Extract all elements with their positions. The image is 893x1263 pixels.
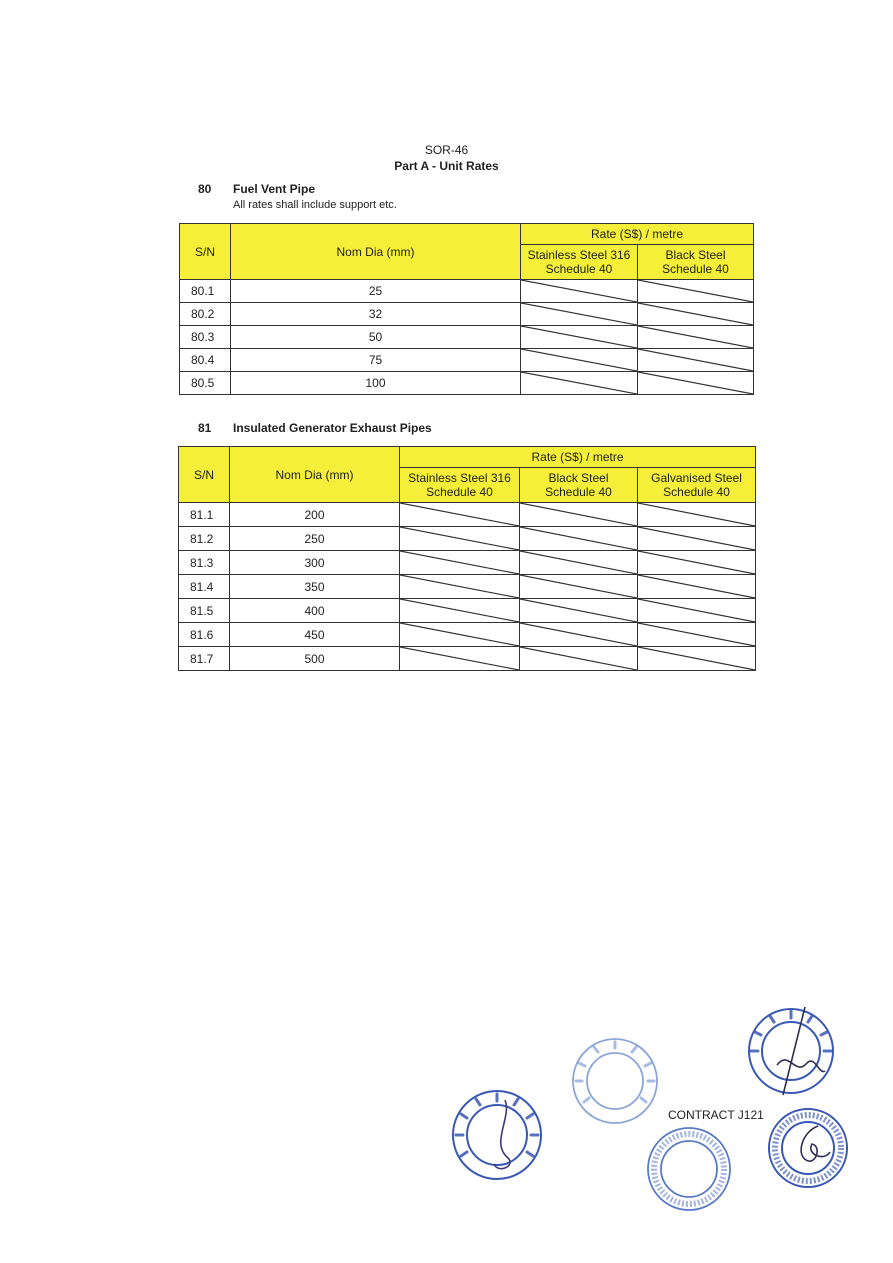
- section-81-title: Insulated Generator Exhaust Pipes: [233, 421, 432, 435]
- rate-cell-not-applicable: [521, 372, 638, 395]
- lotte-stamp-icon: [645, 1125, 733, 1213]
- rate-cell-not-applicable: [400, 623, 520, 647]
- rate-cell-not-applicable: [638, 349, 754, 372]
- row-sn: 81.6: [179, 623, 230, 647]
- row-nom-dia: 50: [231, 326, 521, 349]
- table-row: [179, 503, 756, 527]
- row-nom-dia: 32: [231, 303, 521, 326]
- rate-cell-not-applicable: [520, 527, 638, 551]
- document-code: SOR-46: [424, 143, 469, 157]
- rate-cell-not-applicable: [638, 503, 756, 527]
- row-nom-dia: 75: [231, 349, 521, 372]
- rate-cell-not-applicable: [521, 326, 638, 349]
- rate-cell-not-applicable: [520, 647, 638, 671]
- header-nom-dia: Nom Dia (mm): [230, 447, 400, 503]
- rate-cell-not-applicable: [400, 599, 520, 623]
- table-row: [179, 647, 756, 671]
- row-sn: 80.2: [180, 303, 231, 326]
- row-sn: 81.1: [179, 503, 230, 527]
- bnl-stamp-faded-icon: [570, 1036, 660, 1126]
- header-rate-group: Rate (S$) / metre: [400, 447, 756, 468]
- row-sn: 80.4: [180, 349, 231, 372]
- section-80-number: 80: [198, 182, 212, 196]
- row-nom-dia: 25: [231, 280, 521, 303]
- rate-cell-not-applicable: [638, 527, 756, 551]
- header-sn: S/N: [179, 447, 230, 503]
- row-sn: 81.5: [179, 599, 230, 623]
- section-80-title: Fuel Vent Pipe: [233, 182, 316, 196]
- header-nom-dia: Nom Dia (mm): [231, 224, 521, 280]
- section-80-note: All rates shall include support etc.: [233, 199, 397, 211]
- rate-cell-not-applicable: [638, 599, 756, 623]
- rate-cell-not-applicable: [638, 303, 754, 326]
- rate-cell-not-applicable: [400, 551, 520, 575]
- row-nom-dia: 350: [230, 575, 400, 599]
- table-row: [179, 623, 756, 647]
- table-row: [179, 575, 756, 599]
- rate-cell-not-applicable: [638, 647, 756, 671]
- rate-cell-not-applicable: [400, 503, 520, 527]
- rate-cell-not-applicable: [638, 326, 754, 349]
- table-row: [180, 280, 754, 303]
- bnl-stamp-signed-icon: [745, 1005, 837, 1097]
- rate-cell-not-applicable: [638, 551, 756, 575]
- bnl-company-stamp-icon: [450, 1088, 544, 1182]
- rate-cell-not-applicable: [638, 280, 754, 303]
- row-sn: 81.7: [179, 647, 230, 671]
- rate-cell-not-applicable: [638, 372, 754, 395]
- rate-cell-not-applicable: [400, 527, 520, 551]
- row-sn: 81.3: [179, 551, 230, 575]
- rate-cell-not-applicable: [521, 303, 638, 326]
- rate-cell-not-applicable: [520, 623, 638, 647]
- table-row: [179, 599, 756, 623]
- row-nom-dia: 200: [230, 503, 400, 527]
- row-nom-dia: 250: [230, 527, 400, 551]
- rate-cell-not-applicable: [520, 503, 638, 527]
- document-subtitle: Part A - Unit Rates: [394, 159, 499, 173]
- row-nom-dia: 300: [230, 551, 400, 575]
- contract-number: CONTRACT J121: [668, 1108, 764, 1122]
- rate-cell-not-applicable: [521, 280, 638, 303]
- rate-cell-not-applicable: [520, 599, 638, 623]
- row-sn: 80.5: [180, 372, 231, 395]
- header-black-steel: Black Steel Schedule 40: [520, 468, 638, 503]
- generator-exhaust-pipes-table: [178, 446, 756, 671]
- lotte-stamp-signed-icon: [766, 1106, 850, 1190]
- table-row: [180, 372, 754, 395]
- row-sn: 81.2: [179, 527, 230, 551]
- fuel-vent-pipe-table: [179, 223, 754, 395]
- header-stainless-steel: Stainless Steel 316 Schedule 40: [400, 468, 520, 503]
- rate-cell-not-applicable: [400, 647, 520, 671]
- header-stainless-steel: Stainless Steel 316 Schedule 40: [521, 245, 638, 280]
- section-81-number: 81: [198, 421, 212, 435]
- row-nom-dia: 450: [230, 623, 400, 647]
- header-sn: S/N: [180, 224, 231, 280]
- table-row: [180, 303, 754, 326]
- rate-cell-not-applicable: [521, 349, 638, 372]
- row-sn: 80.3: [180, 326, 231, 349]
- row-sn: 80.1: [180, 280, 231, 303]
- table-row: [180, 326, 754, 349]
- rate-cell-not-applicable: [638, 575, 756, 599]
- rate-cell-not-applicable: [400, 575, 520, 599]
- table-row: [180, 349, 754, 372]
- row-nom-dia: 500: [230, 647, 400, 671]
- row-nom-dia: 400: [230, 599, 400, 623]
- row-nom-dia: 100: [231, 372, 521, 395]
- rate-cell-not-applicable: [520, 551, 638, 575]
- table-row: [179, 527, 756, 551]
- rate-cell-not-applicable: [638, 623, 756, 647]
- header-galvanised-steel: Galvanised Steel Schedule 40: [638, 468, 756, 503]
- row-sn: 81.4: [179, 575, 230, 599]
- rate-cell-not-applicable: [520, 575, 638, 599]
- header-black-steel: Black Steel Schedule 40: [638, 245, 754, 280]
- header-rate-group: Rate (S$) / metre: [521, 224, 754, 245]
- table-row: [179, 551, 756, 575]
